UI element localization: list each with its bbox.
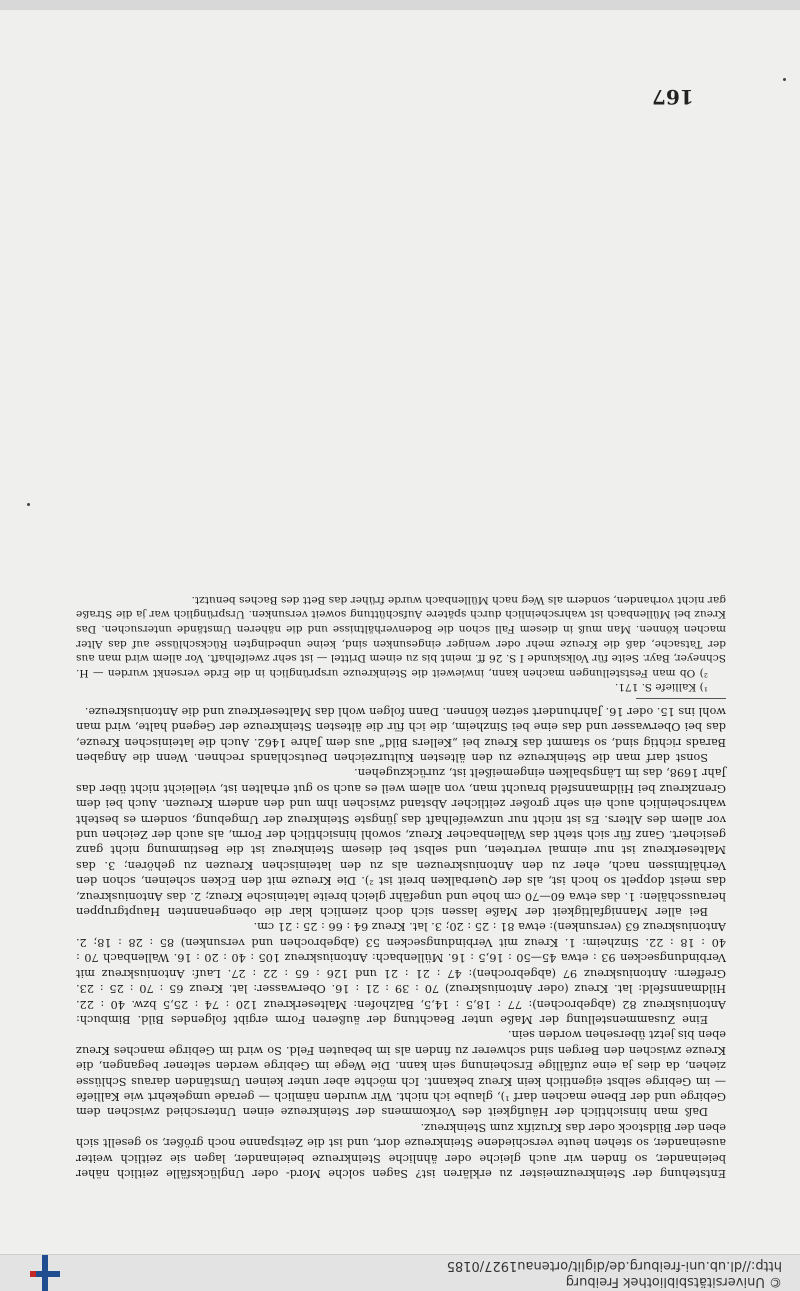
footnote-1: ¹) Kalliefe S. 171. — [614, 681, 708, 694]
scan-speck — [27, 503, 30, 506]
page-body-text — [76, 592, 726, 1181]
paragraph-4: Bei aller Mannigfaltigkeit der Maße lassen sich doch ziemlich klar die obengenannten Hauptgruppen herausschälen: 1. das etwa 60—70 cm hohe und ungefähr gleich breite lateinische Kreuz; 2. das Antoniuskreuz, das meist doppelt so hoch ist, als der Querbalken breit ist ²). Die Kreuze mit den Ecken scheinen, schon den Verhältnissen nach, eher zu den Antoniuskreuzen als zu den lateinischen Kreuzen zu gehören; 3. das Malteserkreuz ist nur einmal vertreten, und selbst bei diesem Steinkreuz ist die Bestimmung nicht ganz gesichert. Ganz für sich steht das Wallenbacher Kreuz, sowohl hinsichtlich der Form, als auch der Zeichen und vor allem des Alters. Es ist nicht nur unzweifelhaft das jüngste Steinkreuz der Umgebung, sondern es besteht wahrscheinlich auch ein sehr großer zeitlicher Abstand zwischen ihm und den andern Kreuzen. Auch bei dem Grenzkreuz bei Hildmannsfeld braucht man, von allem weil es auch so gut erhalten ist, vielleicht nicht über das Jahr 1698, das im Längsbalken eingemeißelt ist, zurückzugehen. — [76, 766, 726, 919]
page-url-link[interactable]: http://dl.ub.uni-freiburg.de/diglit/ortenau1927/0185 — [446, 1258, 782, 1273]
footnote-divider — [636, 698, 726, 699]
paragraph-2: Daß man hinsichtlich der Häufigkeit des Vorkommens der Steinkreuze einen Unterschied zwischen dem Gebirge und der Ebene machen darf ¹), glaube ich nicht. Wir wurden nämlich — gerade umgekehrt wie Kalliefe — im Gebirge selbst eigentlich kein Kreuz bekannt. Ich möchte aber unter keinen Umständen daraus Schlüsse ziehen, da dies ja eine zufällige Erscheinung sein kann. Die Wege im Gebirge werden seltener begangen, die Kreuze zwischen den Bergen sind schwerer zu finden als im bebauten Feld. So wird im Gebirge manches Kreuz eben bis jetzt übersehen worden sein. — [76, 1028, 726, 1119]
page-number: 167 — [652, 85, 694, 109]
paragraph-5: Sonst darf man die Steinkreuze zu den ältesten Kulturzeichen Deutschlands rechnen. Wenn die Angaben Barads richtig sind, so stammt das Kreuz bei „Kellers Bild“ aus dem Jahre 1462. Auch die lateinischen Kreuze, das bei Oberwasser und das eine bei Sinzheim, die ich für die ältesten Steinkreuze der Gegend halte, wird man wohl ins 15. oder 16. Jahrhundert setzen können. Dann folgen wohl das Malteserkreuz und die Antoniuskreuze. — [76, 704, 726, 765]
scan-speck — [783, 78, 786, 81]
paragraph-1: Entstehung der Steinkreuzmeister zu erklären ist? Sagen solche Mord- oder Unglücksfälle zeitlich näher beieinander, so finden wir auch gleiche oder ähnliche Steinkreuze beieinander, lagen sie zeitlich weiter auseinander, so stehen heute verschiedene Steinkreuze dort, und ist die Zeitspanne noch größer, so gesellt sich eben der Bildstock oder das Kruzifix zum Steinkreuz. — [76, 1120, 726, 1180]
copyright-notice: © Universitätsbibliothek Freiburg — [565, 1274, 782, 1289]
scan-edge — [0, 0, 800, 10]
library-logo-icon — [30, 1255, 60, 1291]
paragraph-3: Eine Zusammenstellung der Maße unter Beachtung der äußeren Form ergibt folgendes Bild. Bimbuch: Antoniuskreuz 82 (abgebrochen): 77 : 18,5 : 14,5, Balzhofen: Malteserkreuz 120 : 74 : 25,5 bzw. 40 : 22. Hildmannsfeld: lat. Kreuz (oder Antoniuskreuz) 70 : 39 : 21 : 16. Oberwasser: lat. Kreuz 65 : 70 : 25 : 23. Greffern: Antoniuskreuz 97 (abgebrochen): 47 : 21 : 21 und 126 : 65 : 22 : 27. Lauf: Antoniuskreuz mit Verbindungsecken 93 : etwa 45—50 : 16,5 : 16. Müllenbach: Antoniuskreuz 105 : 40 : 20 : 16. Wallenbach 70 : 40 : 18 : 22. Sinzheim: 1. Kreuz mit Verbindungsecken 53 (abgebrochen und versunken) 85 : 28 : 18; 2. Antoniuskreuz 63 (versunken): etwa 81 : 25 : 20; 3. lat. Kreuz 64 : 66 : 25 : 21 cm. — [76, 920, 726, 1026]
footnote-2: ²) Ob man Feststellungen machen kann, inwieweit die Steinkreuze ursprünglich in die Erde versenkt wurden — H. Schneyer, Bayr. Seite für Volkskunde I S. 26 ff. meint bis zu einem Drittel — ist sehr zweifelhaft. Vor allem wird man aus der Tatsache, daß die Kreuze mehr oder weniger eingesunken sind, keine unbedingten Rückschlüsse auf das Alter machen können. Man muß in diesem Fall schon die Bodenverhältnisse und die näheren Umstände untersuchen. Das Kreuz bei Müllenbach ist wahrscheinlich durch spätere Aufschüttung soweit versunken. Ursprünglich war ja die Straße gar nicht vorhanden, sondern als Weg nach Müllenbach wurde früher das Bett des Baches benutzt. — [76, 593, 726, 679]
viewer-header-bar — [0, 1254, 800, 1291]
